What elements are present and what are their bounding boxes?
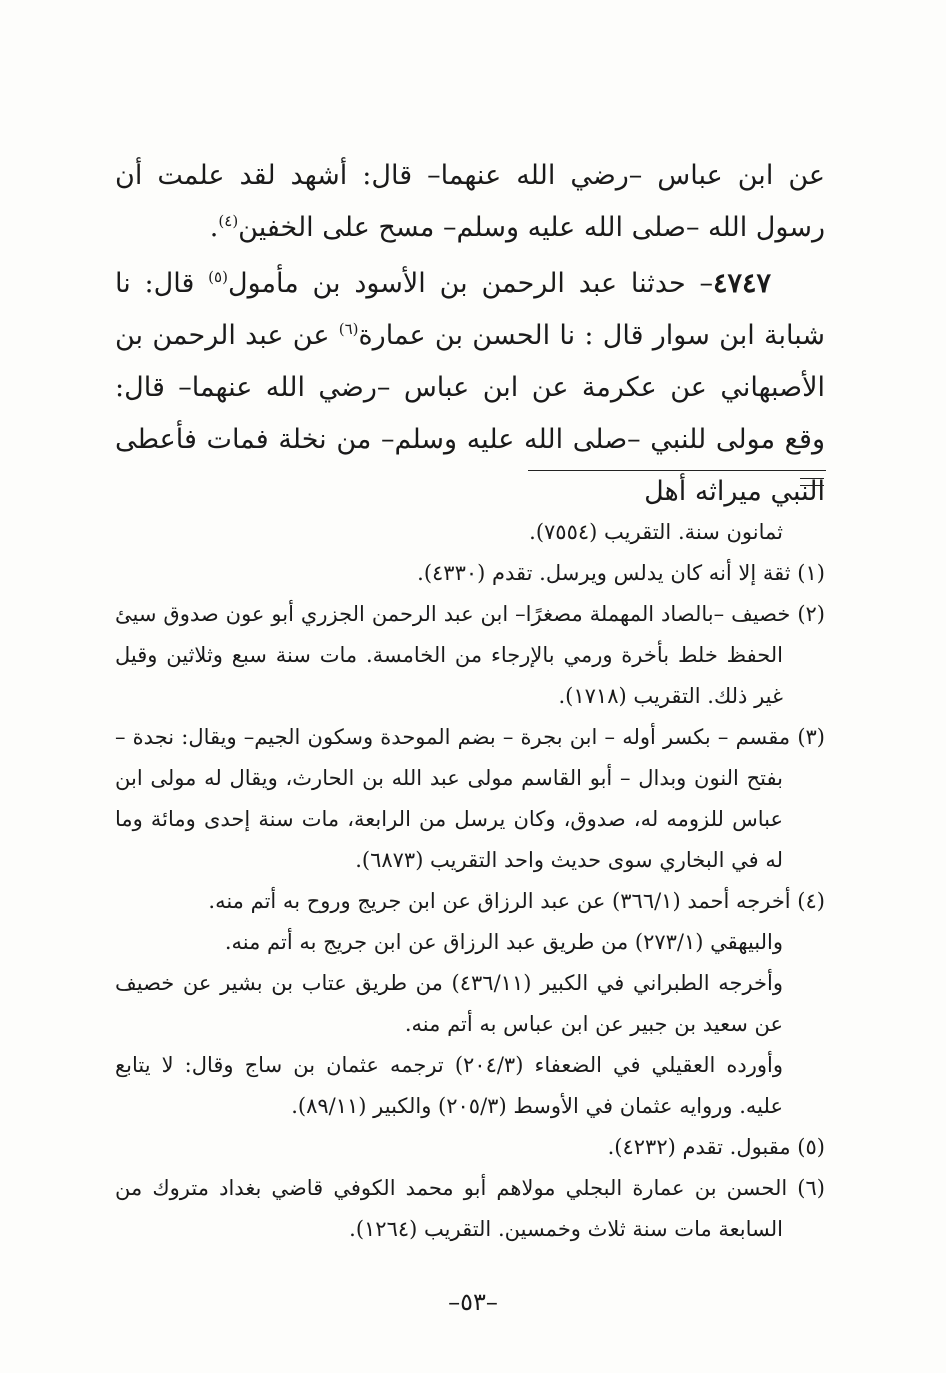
footnote-ref-6[interactable]: (٦) [338, 320, 359, 338]
page-number: –٥٣– [448, 1288, 498, 1316]
footnote-continuation: ثمانون سنة. التقريب (٧٥٥٤). [529, 520, 783, 544]
continuation-mark [800, 478, 824, 486]
main-text [115, 150, 825, 518]
footnote-ref-4[interactable]: (٤) [218, 212, 239, 230]
footnote-2: (٢) خصيف –بالصاد المهملة مصغرًا– ابن عبد الرحمن الجزري أبو عون صدوق سيئ الحفظ خلط بأخرة ورمي بالإرجاء من الخامسة. مات سنة سبع وثلاثين وقيل غير ذلك. التقريب (١٧١٨). [115, 602, 825, 708]
footnote-4-c: وأخرجه الطبراني في الكبير (٤٣٦/١١) من طريق عتاب بن بشير عن خصيف عن سعيد بن جبير عن ابن عباس به أتم منه. [115, 971, 783, 1036]
footnote-ref-5[interactable]: (٥) [208, 268, 228, 286]
paragraph-2-text-a: – حدثنا عبد الرحمن بن الأسود بن مأمول [227, 268, 713, 299]
footnote-4-d: وأورده العقيلي في الضعفاء (٢٠٤/٣) ترجمه عثمان بن ساج وقال: لا يتابع عليه. وروايه عثمان في الأوسط (٢٠٥/٣) والكبير (٨٩/١١). [115, 1053, 783, 1118]
footnote-3: (٣) مقسم – بكسر أوله – ابن بجرة – بضم الموحدة وسكون الجيم– ويقال: نجدة –بفتح النون وبدال – أبو القاسم مولى عبد الله بن الحارث، ويقال له مولى ابن عباس للزومه له، صدوق، وكان يرسل من الرابعة، مات سنة إحدى ومائة وما له في البخاري سوى حديث واحد التقريب (٦٨٧٣). [115, 725, 825, 872]
hadith-number: ٤٧٤٧ [712, 268, 771, 299]
footnotes [115, 512, 825, 1250]
footnote-1: (١) ثقة إلا أنه كان يدلس ويرسل. تقدم (٤٣٣٠). [417, 561, 825, 585]
paragraph-2 [115, 258, 825, 518]
paragraph-2-text-c: عن عبد الرحمن بن الأصبهاني عن عكرمة عن ابن عباس –رضي الله عنهما– قال: وقع مولى للنبي –صلى الله عليه وسلم– من نخلة فمات فأعطى النبي ميراثه أهل [115, 320, 825, 507]
footnote-4: (٤) أخرجه أحمد (٣٦٦/١) عن عبد الرزاق عن ابن جريج وروح به أتم منه. [208, 889, 825, 913]
footnote-separator [528, 470, 826, 471]
paragraph-1 [115, 150, 825, 254]
paragraph-1-text: عن ابن عباس –رضي الله عنهما– قال: أشهد لقد علمت أن رسول الله –صلى الله عليه وسلم– مسح على الخفين [115, 160, 825, 243]
footnote-5: (٥) مقبول. تقدم (٤٢٣٢). [607, 1135, 825, 1159]
paragraph-2-text-b: قال: نا شبابة ابن سوار قال : نا الحسن بن عمارة [115, 268, 825, 351]
paragraph-1-end: . [209, 212, 219, 243]
footnote-4-b: والبيهقي (٢٧٣/١) من طريق عبد الرزاق عن ابن جريج به أتم منه. [224, 930, 783, 954]
footnote-6: (٦) الحسن بن عمارة البجلي مولاهم أبو محمد الكوفي قاضي بغداد متروك من السابعة مات سنة ثلاث وخمسين. التقريب (١٢٦٤). [115, 1176, 825, 1241]
